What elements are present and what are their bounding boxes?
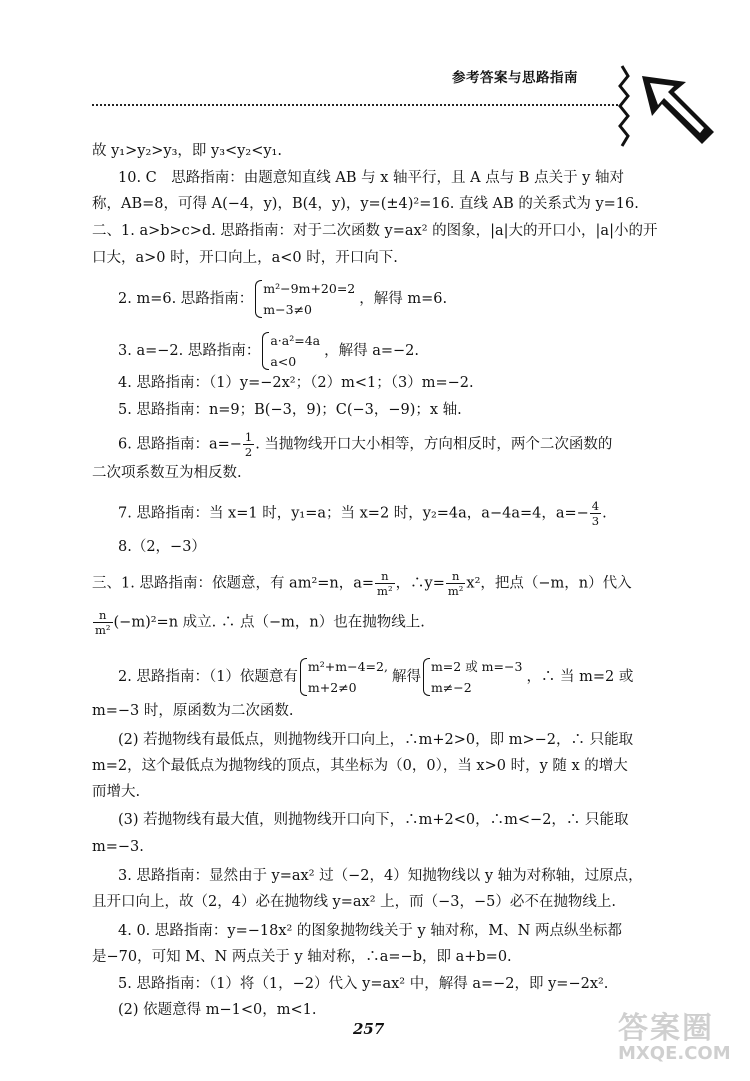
equation-system (298, 656, 388, 698)
denominator: 3 (591, 514, 600, 528)
text-line (92, 569, 632, 598)
text-line: 二、1. a>b>c>d. 思路指南：对于二次函数 y=ax² 的图象，|a|大的开口小，|a|小的开 (92, 223, 658, 239)
watermark-logo (618, 1003, 740, 1075)
text-span: . (602, 505, 607, 522)
watermark-top: 答案圈 (618, 1011, 714, 1046)
denominator: 2 (244, 445, 253, 459)
equation-line (118, 278, 447, 320)
fraction (243, 430, 254, 459)
equation-system (260, 330, 320, 372)
numerator: n (93, 608, 113, 623)
text-span: 7. 思路指南：当 x=1 时，y₁=a；当 x=2 时，y₂=4a，a−4a=4，a=− (118, 505, 589, 522)
equation-row: m+2≠0 (307, 680, 357, 695)
text-line: 而增大. (92, 784, 141, 800)
text-line: m=−3. (92, 839, 144, 855)
equation-row: m²−9m+20=2 (263, 281, 356, 296)
fraction (590, 499, 601, 528)
text-line: 4. 思路指南：（1）y=−2x²；（2）m<1；（3）m=−2. (118, 375, 474, 391)
numerator: 1 (244, 430, 253, 444)
equation-row: a<0 (270, 354, 297, 369)
text-line: 5. 思路指南：n=9；B(−3，9)；C(−3，−9)；x 轴. (118, 402, 462, 418)
text-span: 2. m=6. 思路指南： (118, 291, 254, 307)
numerator: n (446, 569, 466, 584)
denominator: m² (377, 584, 393, 598)
arrow-icon (612, 58, 722, 168)
text-span: ，解得 m=6. (359, 291, 448, 307)
text-span: . 当抛物线开口大小相等，方向相反时，两个二次函数的 (255, 436, 613, 453)
text-line: 8.（2，−3） (118, 539, 206, 555)
text-span: 3. a=−2. 思路指南： (118, 343, 261, 359)
text-line (118, 430, 612, 459)
text-line: 5. 思路指南：（1）将（1，−2）代入 y=ax² 中，解得 a=−2，即 y=−2x². (118, 976, 609, 992)
equation-system (421, 656, 522, 698)
text-line: 口大，a>0 时，开口向上，a<0 时，开口向下. (92, 250, 398, 266)
text-line: m=−3 时，原函数为二次函数. (92, 703, 294, 719)
page-number: 257 (353, 1020, 385, 1038)
equation-row: m−3≠0 (263, 302, 313, 317)
text-span: ，∴y= (395, 575, 445, 592)
text-line: 是−70，可知 M、N 两点关于 y 轴对称，∴a=−b，即 a+b=0. (92, 949, 512, 965)
equation-line (118, 330, 419, 372)
fraction (446, 569, 466, 598)
equation-system (253, 278, 355, 320)
text-span: 三、1. 思路指南：依题意，有 am²=n，a= (92, 575, 375, 592)
text-span: 6. 思路指南：a=− (118, 436, 242, 453)
text-line: 10. C 思路指南：由题意知直线 AB 与 x 轴平行，且 A 点与 B 点关于 y 轴对 (118, 170, 624, 186)
text-span: ，解得 a=−2. (324, 343, 420, 359)
text-span: (−m)²=n 成立. ∴ 点（−m，n）也在抛物线上. (113, 614, 425, 631)
text-line: (3) 若抛物线有最大值，则抛物线开口向下，∴m+2<0，∴m<−2，∴ 只能取 (118, 812, 629, 828)
text-line: 二次项系数互为相反数. (92, 465, 242, 481)
text-line: 故 y₁>y₂>y₃，即 y₃<y₂<y₁. (92, 143, 282, 159)
numerator: n (375, 569, 395, 584)
text-line: m=2，这个最低点为抛物线的顶点，其坐标为（0，0），当 x>0 时，y 随 x 的增大 (92, 758, 628, 774)
header-dotted-rule (92, 104, 622, 106)
text-line: 3. 思路指南：显然由于 y=ax² 过（−2，4）知抛物线以 y 轴为对称轴，过原点， (118, 868, 643, 884)
equation-row: m≠−2 (430, 680, 472, 695)
fraction (375, 569, 395, 598)
text-line: 且开口向上，故（2，4）必在抛物线 y=ax² 上，而（−3，−5）必不在抛物线上. (92, 894, 617, 910)
text-line (118, 499, 607, 528)
equation-row: m²+m−4=2, (307, 659, 388, 674)
equation-line (118, 656, 633, 698)
text-line: (2) 若抛物线有最低点，则抛物线开口向上，∴m+2>0，即 m>−2，∴ 只能取 (118, 732, 634, 748)
page-header-title: 参考答案与思路指南 (452, 70, 578, 86)
equation-row: m=2 或 m=−3 (430, 659, 523, 674)
numerator: 4 (591, 499, 600, 513)
fraction (93, 608, 113, 637)
text-span: ，∴ 当 m=2 或 (526, 669, 634, 685)
watermark-bottom: MXQE.COM (618, 1043, 731, 1064)
denominator: m² (447, 584, 464, 598)
text-line: 4. 0. 思路指南：y=−18x² 的图象抛物线关于 y 轴对称，M、N 两点纵坐标都 (118, 923, 622, 939)
text-line: 称，AB=8，可得 A(−4，y)，B(4，y)，y=(±4)²=16. 直线 AB 的关系式为 y=16. (92, 196, 639, 212)
equation-row: a·a²=4a (270, 333, 321, 348)
text-span: 解得 (391, 669, 421, 685)
text-line: (2) 依题意得 m−1<0，m<1. (118, 1002, 317, 1018)
text-span: 2. 思路指南：（1）依题意有 (118, 669, 298, 685)
text-span: x²，把点（−m，n）代入 (466, 575, 632, 592)
text-line (92, 608, 425, 637)
denominator: m² (95, 623, 111, 637)
